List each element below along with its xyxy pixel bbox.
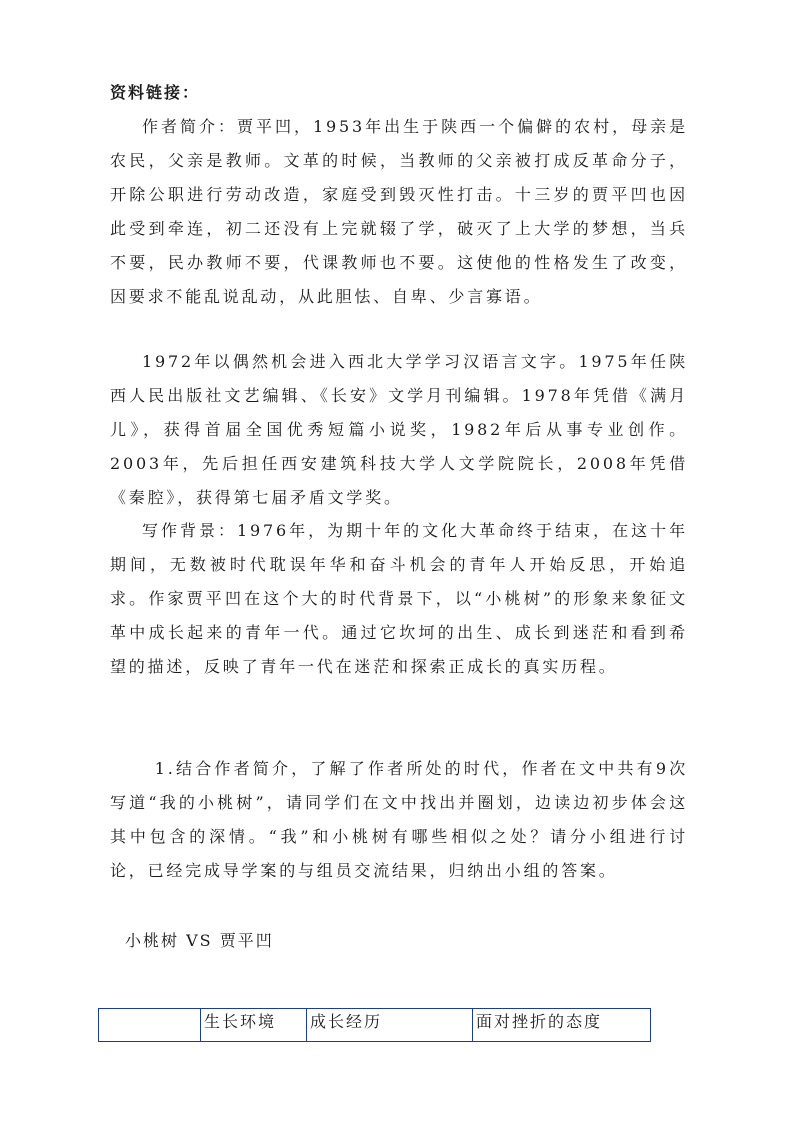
table-header-cell-environment: 生长环境 (201, 1009, 307, 1042)
comparison-caption: 小桃树 VS 贾平凹 (125, 931, 274, 950)
table-header-row (99, 1009, 651, 1042)
background-paragraph: 写作背景：1976年，为期十年的文化大革命终于结束，在这十年期间，无数被时代耽误年华和奋斗机会的青年人开始反思，开始追求。作家贾平凹在这个大的时代背景下，以“小桃树”的形象来象征文革中成长起来的青年一代。通过它坎坷的出生、成长到迷茫和看到希望的描述，反映了青年一代在迷茫和探索正成长的真实历程。 (110, 521, 688, 676)
career-paragraph: 1972年以偶然机会进入西北大学学习汉语言文字。1975年任陕西人民出版社文艺编辑、《长安》文学月刊编辑。1978年凭借《满月儿》，获得首届全国优秀短篇小说奖，1982年后从事专业创作。2003年，先后担任西安建筑科技大学人文学院院长，2008年凭借《秦腔》，获得第七届矛盾文学奖。 (110, 352, 688, 507)
section-heading: 资料链接： (110, 83, 201, 102)
table-header-cell-attitude: 面对挫折的态度 (473, 1009, 651, 1042)
table-header-cell-experience: 成长经历 (307, 1009, 473, 1042)
table-header-cell-blank (99, 1009, 201, 1042)
author-intro-paragraph: 作者简介：贾平凹，1953年出生于陕西一个偏僻的农村，母亲是农民，父亲是教师。文革的时候，当教师的父亲被打成反革命分子，开除公职进行劳动改造，家庭受到毁灭性打击。十三岁的贾平凹也因此受到牵连，初二还没有上完就辍了学，破灭了上大学的梦想，当兵不要，民办教师不要，代课教师也不要。这使他的性格发生了改变，因要求不能乱说乱动，从此胆怯、自卑、少言寡语。 (110, 117, 688, 306)
comparison-table (98, 1008, 651, 1042)
task-paragraph: 1.结合作者简介，了解了作者所处的时代，作者在文中共有9次写道“我的小桃树”，请同学们在文中找出并圈划，边读边初步体会这其中包含的深情。“我”和小桃树有哪些相似之处？请分小组进行讨论，已经完成导学案的与组员交流结果，归纳出小组的答案。 (110, 759, 688, 880)
